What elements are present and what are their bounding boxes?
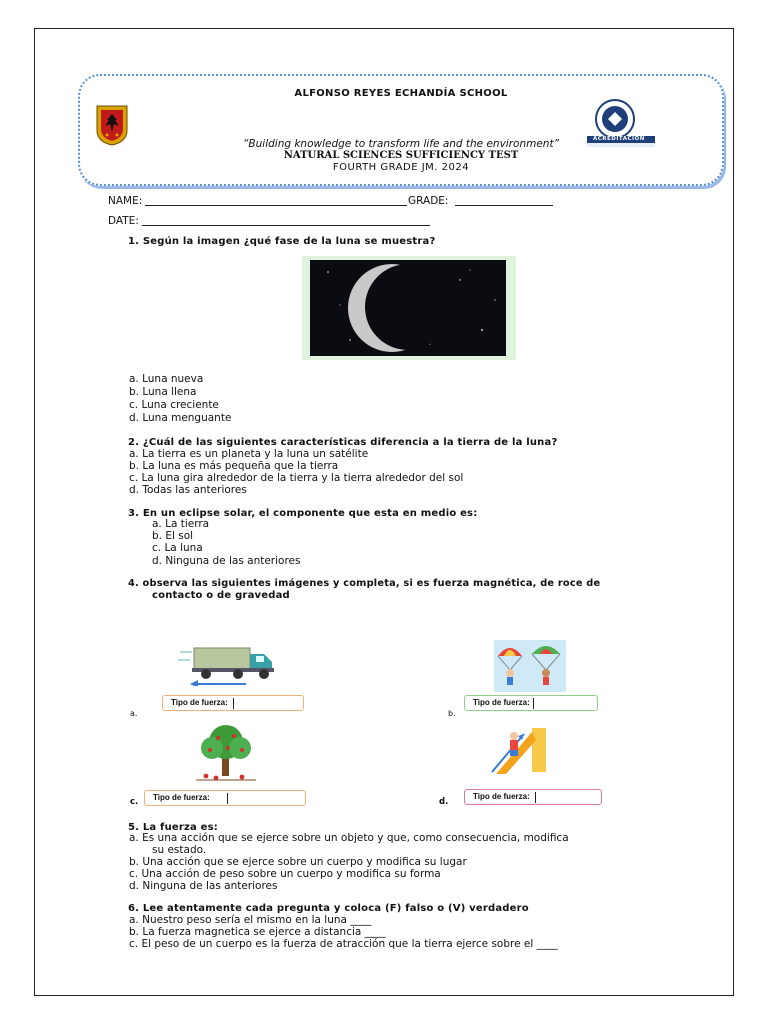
q3-option-d[interactable]: d. Ninguna de las anteriores (152, 555, 301, 567)
date-label: DATE: (108, 215, 139, 227)
q5-option-d[interactable]: d. Ninguna de las anteriores (129, 880, 278, 892)
force-type-label: Tipo de fuerza: (473, 792, 530, 801)
q2-option-d[interactable]: d. Todas las anteriores (129, 484, 247, 496)
q5-option-a[interactable]: a. Es una acción que se ejerce sobre un objeto y que, como consecuencia, modifica (129, 832, 569, 844)
accreditation-label: ACREDITACIÓN (593, 136, 645, 142)
truck-friction-icon (176, 642, 278, 686)
q5-option-c[interactable]: c. Una acción de peso sobre un cuerpo y modifica su forma (129, 868, 441, 880)
grade-label: GRADE: (408, 195, 449, 207)
moon-phase-image (302, 256, 516, 360)
accreditation-seal-icon (577, 98, 659, 148)
date-field[interactable] (142, 225, 430, 226)
q5-option-a-cont: su estado. (152, 844, 207, 856)
parachute-gravity-icon (494, 640, 566, 692)
force-type-box-b[interactable] (464, 695, 598, 711)
force-type-box-c[interactable] (144, 790, 306, 806)
q3-option-b[interactable]: b. El sol (152, 530, 194, 542)
apple-tree-gravity-icon (194, 722, 258, 782)
q6-option-a[interactable]: a. Nuestro peso sería el mismo en la luna ____ (129, 914, 372, 926)
q2-option-c[interactable]: c. La luna gira alrededor de la tierra y la tierra alrededor del sol (129, 472, 464, 484)
force-type-label: Tipo de fuerza: (473, 698, 530, 707)
q3-option-c[interactable]: c. La luna (152, 542, 203, 554)
q4-item-b-label: b. (448, 709, 456, 718)
name-label: NAME: (108, 195, 143, 207)
force-type-box-a[interactable] (162, 695, 304, 711)
force-type-label: Tipo de fuerza: (153, 793, 210, 802)
name-field[interactable] (145, 205, 407, 206)
question-6: 6. Lee atentamente cada pregunta y coloca (F) falso o (V) verdadero (128, 903, 529, 914)
q5-option-b[interactable]: b. Una acción que se ejerce sobre un cuerpo y modifica su lugar (129, 856, 467, 868)
q6-option-c[interactable]: c. El peso de un cuerpo es la fuerza de atracción que la tierra ejerce sobre el ____ (129, 938, 558, 950)
q6-option-b[interactable]: b. La fuerza magnetica se ejerce a distancia ____ (129, 926, 386, 938)
q4-item-d-label: d. (439, 797, 449, 807)
q1-option-d[interactable]: d. Luna menguante (129, 412, 232, 424)
question-2: 2. ¿Cuál de las siguientes características diferencia a la tierra de la luna? (128, 437, 558, 448)
school-name: ALFONSO REYES ECHANDÍA SCHOOL (294, 88, 508, 99)
force-type-label: Tipo de fuerza: (171, 698, 228, 707)
q3-option-a[interactable]: a. La tierra (152, 518, 210, 530)
grade-field[interactable] (455, 205, 553, 206)
question-4-line-2: contacto o de gravedad (152, 590, 290, 601)
q2-option-a[interactable]: a. La tierra es un planeta y la luna un satélite (129, 448, 369, 460)
question-5: 5. La fuerza es: (128, 822, 219, 833)
q1-option-a[interactable]: a. Luna nueva (129, 373, 204, 385)
grade-line: FOURTH GRADE JM. 2024 (332, 162, 470, 173)
q1-option-c[interactable]: c. Luna creciente (129, 399, 219, 411)
slide-friction-icon (488, 722, 552, 780)
q1-option-b[interactable]: b. Luna llena (129, 386, 197, 398)
question-4-line-1: 4. observa las siguientes imágenes y completa, si es fuerza magnética, de roce de (128, 578, 601, 589)
school-motto: “Building knowledge to transform life and the environment” (242, 138, 560, 150)
test-title: NATURAL SCIENCES SUFFICIENCY TEST (283, 150, 519, 161)
q2-option-b[interactable]: b. La luna es más pequeña que la tierra (129, 460, 339, 472)
force-type-box-d[interactable] (464, 789, 602, 805)
question-3: 3. En un eclipse solar, el componente que esta en medio es: (128, 508, 478, 519)
question-1: 1. Según la imagen ¿qué fase de la luna se muestra? (128, 236, 436, 247)
q4-item-c-label: c. (130, 797, 139, 807)
school-header (78, 74, 724, 186)
q4-item-a-label: a. (130, 709, 138, 718)
